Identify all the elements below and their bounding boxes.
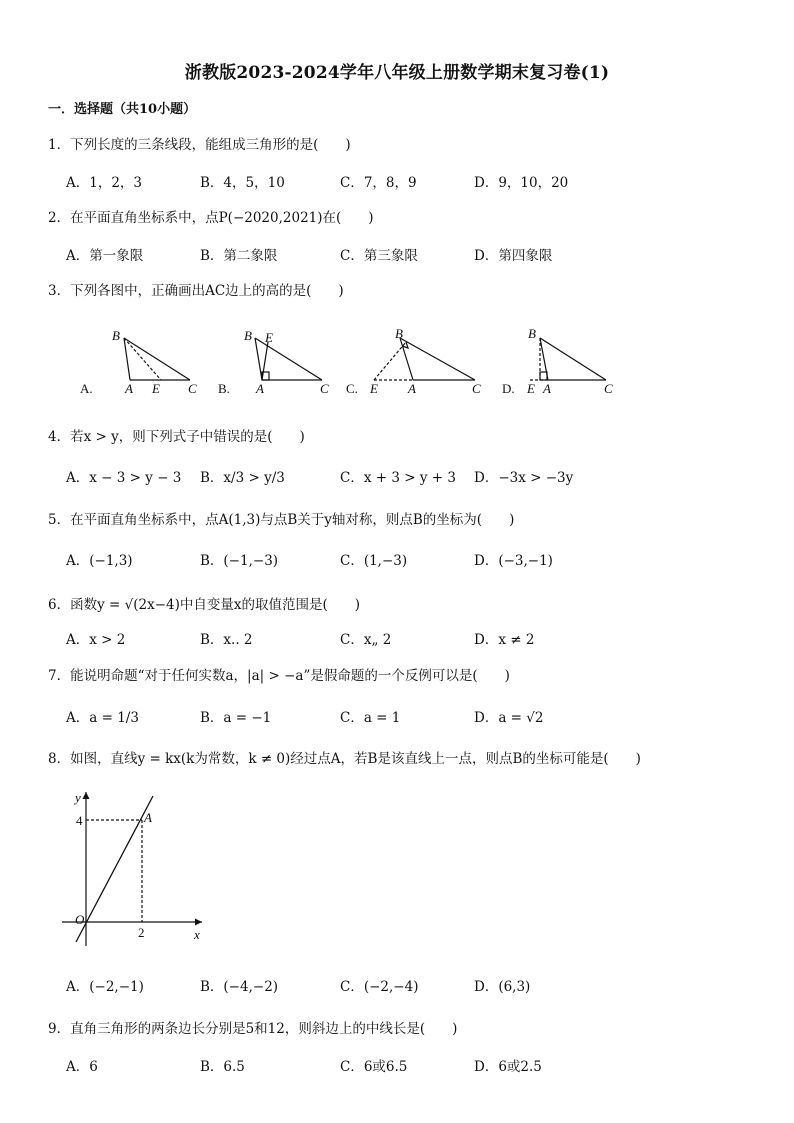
q3-b-label-c: C [320,381,329,396]
q8-option-b[interactable]: B．(−4,−2) [200,979,279,995]
q3-d-label-e: E [527,381,535,396]
q3-option-d[interactable]: D. [502,381,515,396]
q3-c-label-a: A [408,381,416,396]
q2-option-d[interactable]: D．第四象限 [474,248,553,264]
q3-d-label-a: A [543,381,551,396]
question-7-stem: 7．能说明命题“对于任何实数a，|a| > −a”是假命题的一个反例可以是( ) [48,668,510,684]
q3-a-label-b: B [112,328,120,343]
q8-option-a[interactable]: A．(−2,−1) [66,979,144,995]
q6-option-d[interactable]: D．x ≠ 2 [474,632,535,648]
q8-graph [56,784,216,954]
q3-b-label-b: B [244,328,252,343]
q9-option-a[interactable]: A．6 [66,1059,98,1075]
q3-figures [0,320,794,402]
q3-a-label-a: A [125,381,133,396]
point-a-label: A [144,810,152,825]
q4-option-c[interactable]: C．x + 3 > y + 3 [340,470,456,486]
q3-c-label-e: E [370,381,378,396]
q5-option-a[interactable]: A．(−1,3) [66,553,133,569]
q3-b-label-a: A [256,381,264,396]
q5-option-c[interactable]: C．(1,−3) [340,553,408,569]
q1-option-d[interactable]: D．9，10，20 [474,175,569,191]
x-tick-label: 2 [138,925,145,940]
q3-b-label-e: E [265,330,273,345]
question-2-stem: 2．在平面直角坐标系中，点P(−2020,2021)在( ) [48,210,374,226]
q3-a-label-c: C [188,381,197,396]
q3-figure-d [530,338,606,380]
q3-option-a[interactable]: A. [80,381,93,396]
q5-option-b[interactable]: B．(−1,−3) [200,553,279,569]
q9-option-b[interactable]: B．6.5 [200,1059,245,1075]
question-3-stem: 3．下列各图中，正确画出AC边上的高的是( ) [48,283,344,299]
question-6-stem: 6．函数y = √(2x−4)中自变量x的取值范围是( ) [48,597,360,613]
q9-option-c[interactable]: C．6或6.5 [340,1059,408,1075]
q3-option-b[interactable]: B. [218,381,230,396]
q6-option-a[interactable]: A．x > 2 [66,632,126,648]
q1-option-a[interactable]: A．1，2，3 [66,175,143,191]
q4-option-d[interactable]: D．−3x > −3y [474,470,574,486]
y-axis-label: y [75,790,81,805]
q3-d-label-c: C [604,381,613,396]
q7-option-b[interactable]: B．a = −1 [200,710,272,726]
q3-d-label-b: B [528,326,536,341]
question-4-stem: 4．若x > y，则下列式子中错误的是( ) [48,429,305,445]
q2-option-c[interactable]: C．第三象限 [340,248,418,264]
q1-option-b[interactable]: B．4，5，10 [200,175,285,191]
q4-option-a[interactable]: A．x − 3 > y − 3 [66,470,182,486]
page-title: 浙教版2023-2024学年八年级上册数学期末复习卷(1) [184,63,610,83]
q3-c-label-b: B [395,326,403,341]
q4-option-b[interactable]: B．x/3 > y/3 [200,470,285,486]
q3-c-label-c: C [472,381,481,396]
question-9-stem: 9．直角三角形的两条边长分别是5和12，则斜边上的中线长是( ) [48,1021,458,1037]
question-5-stem: 5．在平面直角坐标系中，点A(1,3)与点B关于y轴对称，则点B的坐标为( ) [48,512,515,528]
q8-option-c[interactable]: C．(−2,−4) [340,979,419,995]
q7-option-d[interactable]: D．a = √2 [474,710,544,726]
q1-option-c[interactable]: C．7，8，9 [340,175,417,191]
question-8-stem: 8．如图，直线y = kx(k为常数，k ≠ 0)经过点A，若B是该直线上一点，则点B的坐标可能是( ) [48,751,641,767]
question-1-stem: 1．下列长度的三条线段，能组成三角形的是( ) [48,137,351,153]
x-axis-label: x [194,927,200,942]
q9-option-d[interactable]: D．6或2.5 [474,1059,542,1075]
origin-label: O [75,912,85,927]
q7-option-a[interactable]: A．a = 1/3 [66,710,139,726]
q5-option-d[interactable]: D．(−3,−1) [474,553,553,569]
y-tick-label: 4 [76,813,83,828]
q8-option-d[interactable]: D．(6,3) [474,979,531,995]
q3-option-c[interactable]: C. [346,381,358,396]
q2-option-a[interactable]: A．第一象限 [66,248,144,264]
q2-option-b[interactable]: B．第二象限 [200,248,278,264]
section-heading: 一．选择题（共10小题） [48,102,197,117]
q3-figure-a [124,338,190,380]
q6-option-c[interactable]: C．x„ 2 [340,632,392,648]
q3-figure-c [374,338,475,380]
q6-option-b[interactable]: B．x.. 2 [200,632,253,648]
q7-option-c[interactable]: C．a = 1 [340,710,401,726]
q3-a-label-e: E [152,381,160,396]
